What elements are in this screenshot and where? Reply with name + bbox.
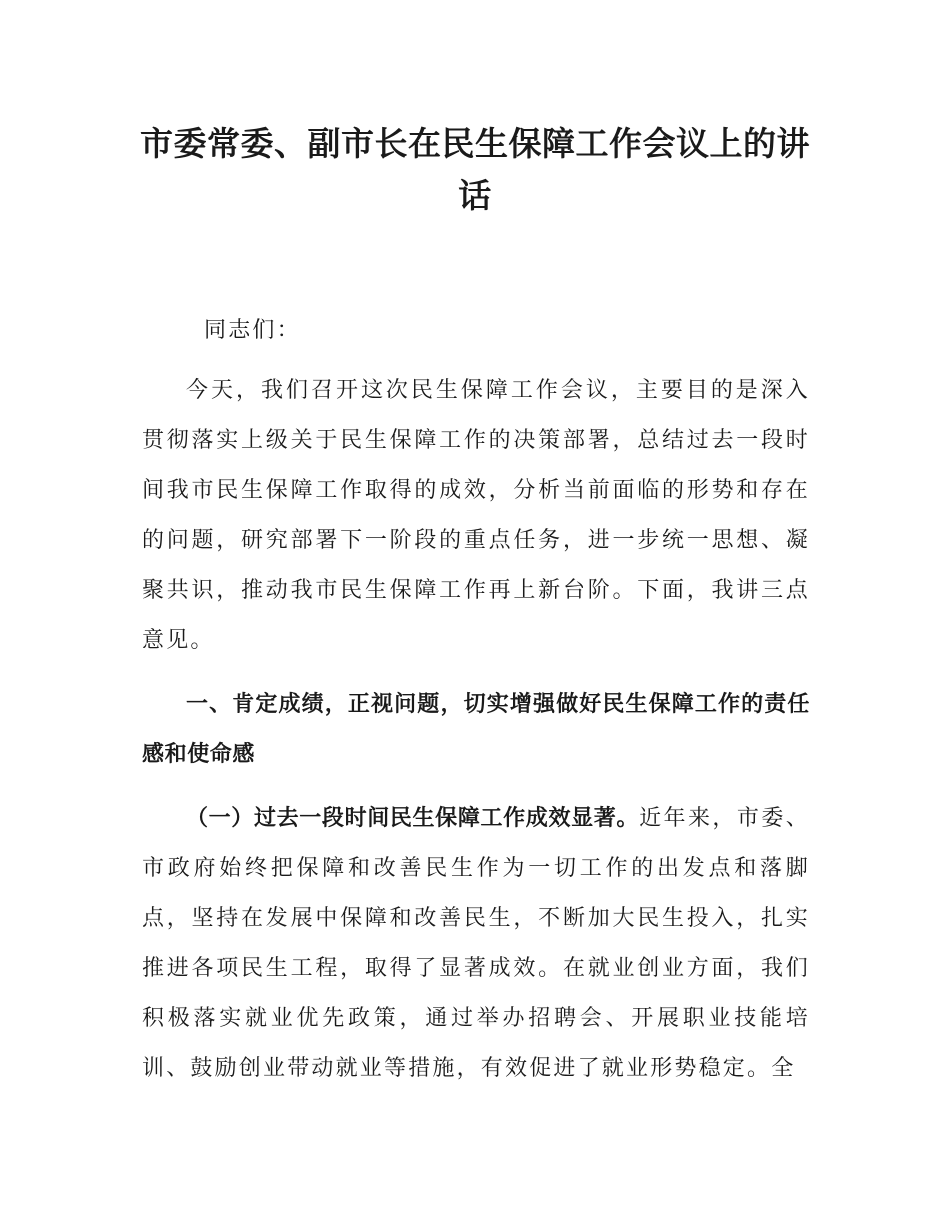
salutation: 同志们： (204, 318, 301, 343)
subsection-paragraph-1 (142, 794, 810, 1094)
subsection-heading-1: （一）过去一段时间民生保障工作成效显著。 (186, 806, 640, 831)
opening-paragraph: 今天，我们召开这次民生保障工作会议，主要目的是深入贯彻落实上级关于民生保障工作的决策部署，总结过去一段时间我市民生保障工作取得的成效，分析当前面临的形势和存在的问题，研究部署下一阶段的重点任务，进一步统一思想、凝聚共识，推动我市民生保障工作再上新台阶。下面，我讲三点意见。 (142, 378, 810, 653)
section-heading-1: 一、肯定成绩，正视问题，切实增强做好民生保障工作的责任感和使命感 (142, 692, 810, 767)
subsection-body-text-1: 近年来，市委、市政府始终把保障和改善民生作为一切工作的出发点和落脚点，坚持在发展中保障和改善民生，不断加大民生投入，扎实推进各项民生工程，取得了显著成效。在就业创业方面，我们积极落实就业优先政策，通过举办招聘会、开展职业技能培训、鼓励创业带动就业等措施，有效促进了就业形势稳定。全 (142, 806, 810, 1081)
document-title: 市委常委、副市长在民生保障工作会议上的讲话 (140, 124, 810, 215)
